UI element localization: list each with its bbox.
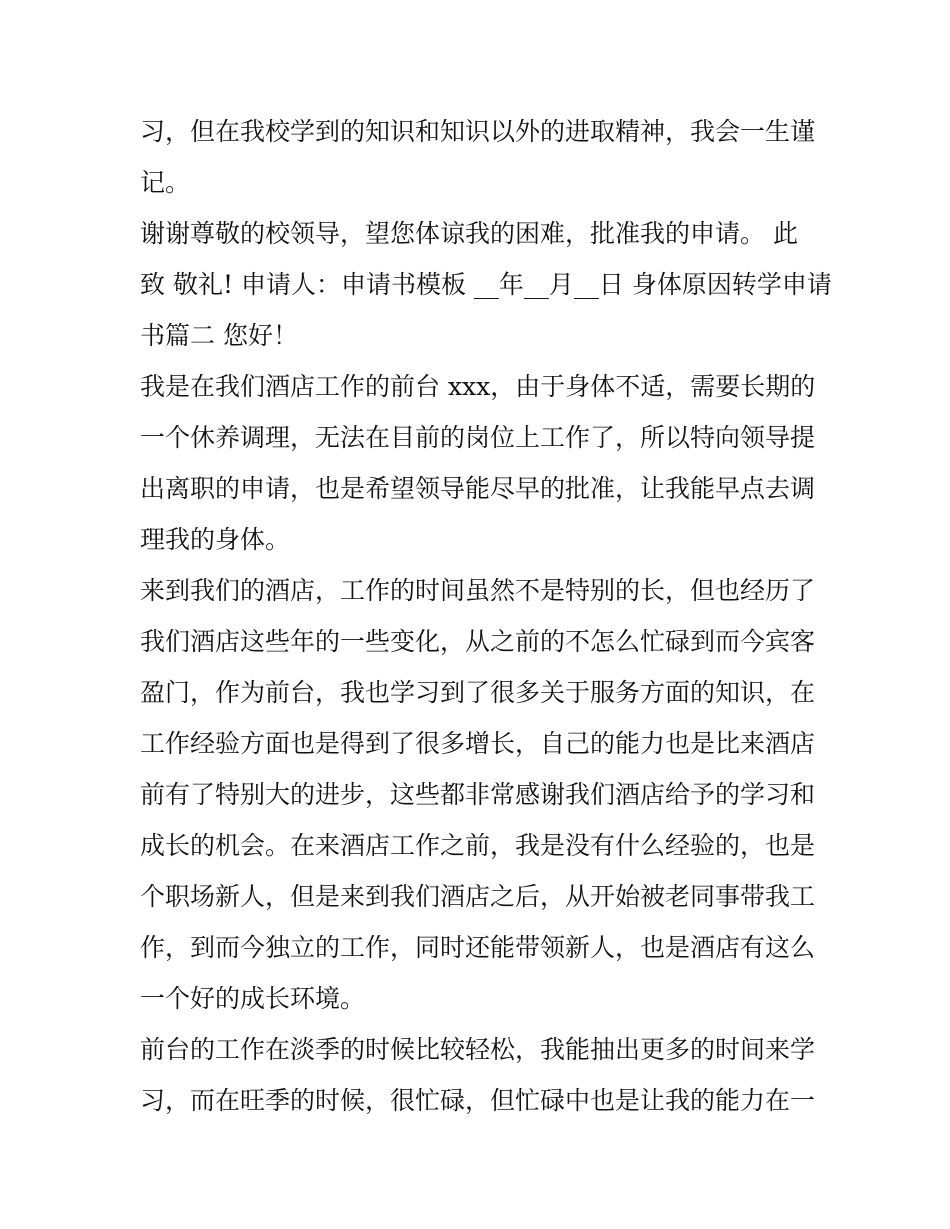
document-body: [140, 106, 832, 1126]
text-line: 谢谢尊敬的校领导，望您体谅我的困难，批准我的申请。 此: [140, 219, 798, 248]
text-line: 前台的工作在淡季的时候比较轻松，我能抽出更多的时间来学: [140, 1035, 816, 1064]
text-line: 书篇二 您好！: [140, 321, 298, 350]
text-line: 一个休养调理，无法在目前的岗位上工作了，所以特向领导提: [140, 423, 816, 452]
text-line: 理我的身体。: [140, 525, 291, 554]
paragraph-3: [140, 361, 815, 565]
text-line: 一个好的成长环境。: [140, 984, 366, 1013]
paragraph-4: [140, 565, 815, 1024]
paragraph-2: [140, 208, 832, 361]
text-line: 习，而在旺季的时候，很忙碌，但忙碌中也是让我的能力在一: [140, 1086, 816, 1115]
paragraph-5: [140, 1024, 815, 1126]
text-line: 来到我们的酒店，工作的时间虽然不是特别的长，但也经历了: [140, 576, 816, 605]
text-line: 个职场新人，但是来到我们酒店之后，从开始被老同事带我工: [140, 882, 816, 911]
text-line: 作，到而今独立的工作，同时还能带领新人，也是酒店有这么: [140, 933, 816, 962]
text-line: 致 敬礼! 申请人：申请书模板 __年__月__日 身体原因转学申请: [140, 270, 832, 299]
text-line: 我们酒店这些年的一些变化，从之前的不怎么忙碌到而今宾客: [140, 627, 816, 656]
paragraph-1: [140, 106, 815, 208]
text-line: 盈门，作为前台，我也学习到了很多关于服务方面的知识，在: [140, 678, 816, 707]
text-line: 工作经验方面也是得到了很多增长，自己的能力也是比来酒店: [140, 729, 816, 758]
text-line: 前有了特别大的进步，这些都非常感谢我们酒店给予的学习和: [140, 780, 816, 809]
text-line: 成长的机会。在来酒店工作之前，我是没有什么经验的，也是: [140, 831, 816, 860]
text-line: 习，但在我校学到的知识和知识以外的进取精神，我会一生谨: [140, 117, 816, 146]
text-line: 记。: [140, 168, 191, 197]
text-line: 出离职的申请，也是希望领导能尽早的批准，让我能早点去调: [140, 474, 816, 503]
text-line: 我是在我们酒店工作的前台 xxx，由于身体不适，需要长期的: [140, 372, 816, 401]
